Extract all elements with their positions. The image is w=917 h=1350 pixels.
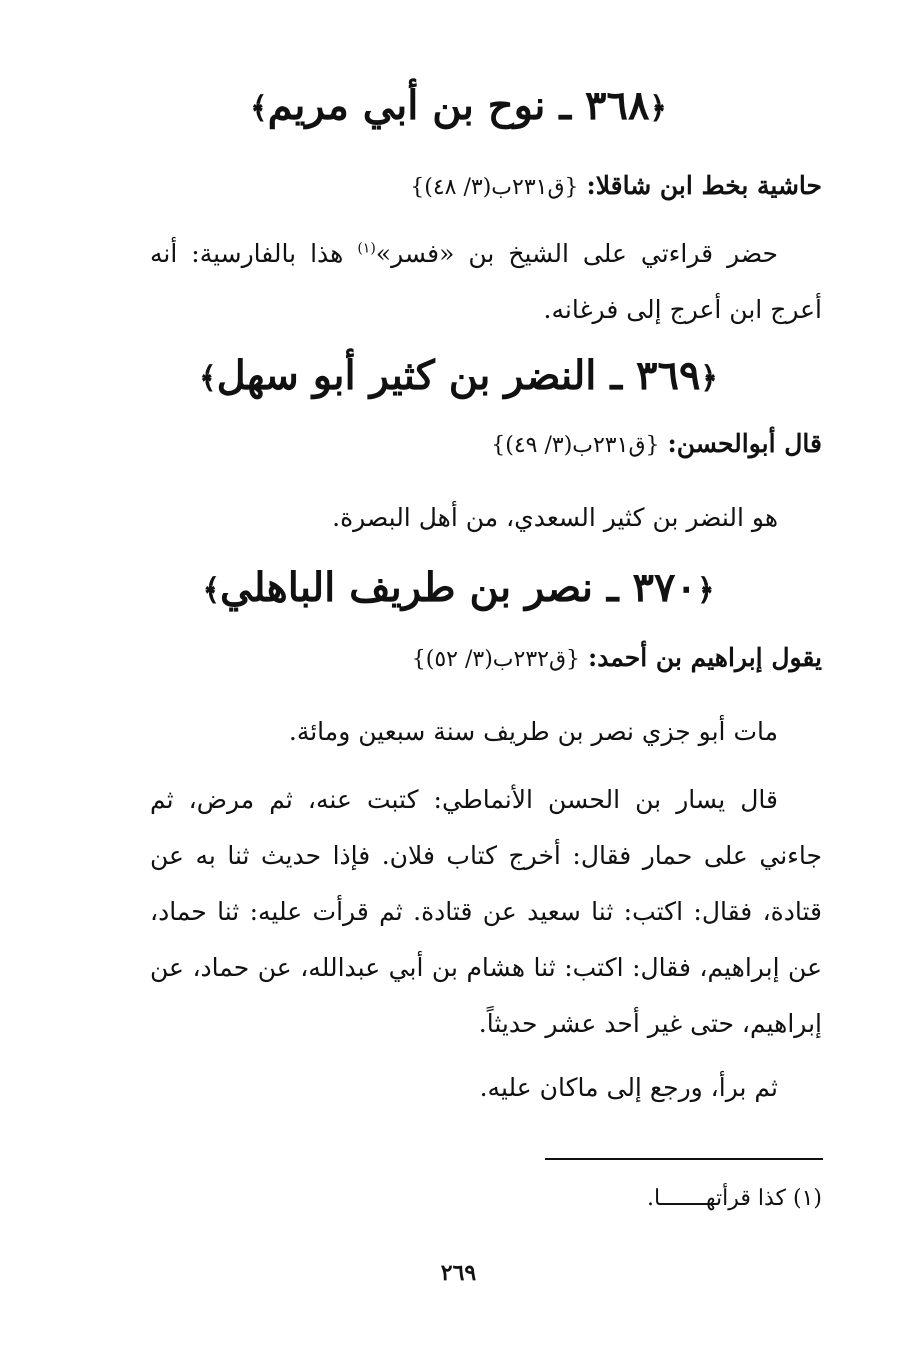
entry-370-title-text: ٣٧٠ ـ نصر بن طريف الباهلي xyxy=(220,564,697,611)
entry-369-source xyxy=(92,424,822,466)
entry-370-text-2: قال يسار بن الحسن الأنماطي: كتبت عنه، ثم مرض، ثم جاءني على حمار فقال: أخرج كتاب فلان. فإذا حديث ثنا به عن قتادة، فقال: اكتب: ثنا سعيد عن قتادة. ثم قرأت عليه: ثنا حماد، عن إبراهيم، فقال: اكتب: ثنا هشام بن أبي عبدالله، عن حماد، عن إبراهيم، حتى غير أحد عشر حديثاً. xyxy=(150,785,822,1038)
entry-370-text-1: مات أبو جزي نصر بن طريف سنة سبعين ومائة. xyxy=(288,717,778,746)
ornament-open-icon: ﴿ xyxy=(700,361,718,396)
entry-368-paragraph xyxy=(150,226,822,338)
entry-368-source-ref: {ق٢٣١ب(٣/ ٤٨)} xyxy=(410,175,579,200)
entry-370-source-label: يقول إبراهيم بن أحمد: xyxy=(588,643,822,672)
entry-370-paragraph-3 xyxy=(150,1060,822,1116)
entry-370-paragraph-2 xyxy=(150,772,822,1052)
entry-369-source-ref: {ق٢٣١ب(٣/ ٤٩)} xyxy=(491,433,660,458)
entry-368-source xyxy=(92,166,822,208)
footnote: (١) كذا قرأتهـــــــا. xyxy=(647,1186,822,1211)
entry-370-source xyxy=(92,638,822,680)
entry-368-source-label: حاشية بخط ابن شاقلا: xyxy=(586,171,822,200)
entry-368-text-after: هذا بالفارسية: أنه أعرج ابن أعرج إلى فرغانه. xyxy=(150,239,822,324)
ornament-close-icon: ﴾ xyxy=(250,91,268,126)
ornament-close-icon: ﴾ xyxy=(202,573,221,608)
entry-368-text-before: حضر قراءتي على الشيخ بن «فسر» xyxy=(375,239,778,268)
footnote-marker: (١) xyxy=(357,240,376,257)
entry-369-text: هو النضر بن كثير السعدي، من أهل البصرة. xyxy=(332,503,778,532)
entry-370-text-3: ثم برأ، ورجع إلى ماكان عليه. xyxy=(479,1073,778,1102)
entry-368-title-text: ٣٦٨ ـ نوح بن أبي مريم xyxy=(267,82,650,129)
entry-369-paragraph xyxy=(150,490,822,546)
ornament-open-icon: ﴿ xyxy=(649,91,667,126)
entry-370-title xyxy=(0,560,917,619)
entry-369-title xyxy=(0,348,917,407)
entry-369-source-label: قال أبوالحسن: xyxy=(667,429,822,458)
entry-370-source-ref: {ق٢٣٢ب(٣/ ٥٢)} xyxy=(411,647,581,672)
page-number: ٢٦٩ xyxy=(440,1260,477,1286)
ornament-open-icon: ﴿ xyxy=(696,573,715,608)
entry-369-title-text: ٣٦٩ ـ النضر بن كثير أبو سهل xyxy=(216,352,701,399)
footnote-separator xyxy=(545,1158,823,1160)
entry-368-title xyxy=(0,78,917,137)
ornament-close-icon: ﴾ xyxy=(198,361,217,396)
entry-370-paragraph-1 xyxy=(150,704,822,760)
